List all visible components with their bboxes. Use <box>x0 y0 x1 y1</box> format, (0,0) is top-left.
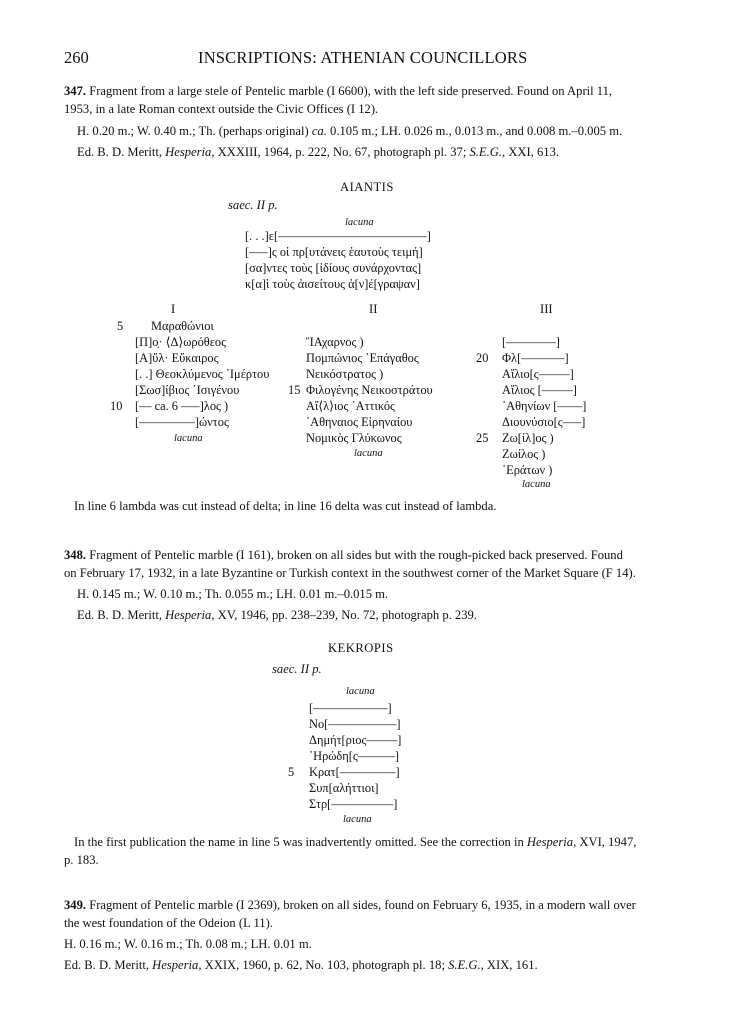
entry-349-description: 349. Fragment of Pentelic marble (I 2369), broken on all sides, found on February 6, 1935, in a modern wall over <box>64 898 636 912</box>
inscription-line: Κρατ[–––––––––] <box>309 765 400 779</box>
column-heading-ii: II <box>369 302 378 316</box>
lacuna-label: lacuna <box>345 217 374 228</box>
inscription-line: Ζωίλος ) <box>502 447 546 461</box>
column-heading-iii: III <box>540 302 553 316</box>
entry-348-dimensions: H. 0.145 m.; W. 0.10 m.; Th. 0.055 m.; LH. 0.01 m.–0.015 m. <box>77 587 389 601</box>
inscription-line: [–– ca. 6 –––]λος ) <box>135 399 229 413</box>
inscription-line: [Σωσ]ίβιος ᾿Ισιγένου <box>135 383 240 397</box>
inscription-line: Αἴ⟨λ⟩ιος ᾿Αττικός <box>306 399 395 413</box>
inscription-line: [––––––––––––] <box>309 701 392 715</box>
entry-348-note: In the first publication the name in line 5 was inadvertently omitted. See the correction in Hesperia, XVI, 1947, <box>74 835 637 849</box>
line-number: 20 <box>476 351 489 365</box>
entry-347-dimensions: H. 0.20 m.; W. 0.40 m.; Th. (perhaps original) ca. 0.105 m.; LH. 0.026 m., 0.013 m., and 0.008 m.–0.005 m. <box>77 124 623 138</box>
inscription-line: Πομπώνιος ᾿Επάγαθος <box>306 351 419 365</box>
lacuna-label: lacuna <box>522 479 551 490</box>
tribe-heading: AIANTIS <box>340 180 394 194</box>
kekropis-names <box>309 700 401 812</box>
inscription-line: [. . .]ε[––––––––––––––––––––––––] <box>245 229 431 243</box>
entry-348-note-cont: p. 183. <box>64 853 99 867</box>
column-heading-i: I <box>171 302 176 316</box>
entry-348-edition: Ed. B. D. Meritt, Hesperia, XV, 1946, pp. 238–239, No. 72, photograph p. 239. <box>77 608 477 622</box>
entry-349-edition: Ed. B. D. Meritt, Hesperia, XXIX, 1960, p. 62, No. 103, photograph pl. 18; S.E.G., XIX, 161. <box>64 958 538 972</box>
inscription-line: [–––]ς οἱ πρ[υτάνεις ἑαυτοὺς τειμή] <box>245 245 423 259</box>
entry-347-note: In line 6 lambda was cut instead of delta; in line 16 delta was cut instead of lambda. <box>74 499 497 513</box>
inscription-line: Μαραθώνιοι <box>151 319 214 333</box>
column-ii-names <box>306 334 433 446</box>
entry-number: 347. <box>64 84 87 98</box>
inscription-line: Ζω[ίλ]ος ) <box>502 431 554 445</box>
inscription-line: [–––––––––]ώντος <box>135 415 229 429</box>
inscription-line: [––––––––] <box>502 335 560 349</box>
inscription-line: Φιλογένης Νεικοστράτου <box>306 383 433 397</box>
line-number: 5 <box>288 765 295 779</box>
entry-348-description-cont: on February 17, 1932, in a late Byzantine or Turkish context in the southwest corner of the Market Square (F 14). <box>64 566 636 580</box>
lacuna-label: lacuna <box>174 433 203 444</box>
inscription-line: ἽΑχαρνος ) <box>306 335 364 349</box>
entry-347-description-cont: 1953, in a late Roman context outside the Civic Offices (I 12). <box>64 102 379 116</box>
inscription-line: ᾿Ηρώδη[ς––––––] <box>309 749 400 763</box>
line-number: 15 <box>288 383 301 397</box>
inscription-prescript <box>245 228 431 292</box>
column-i-names <box>135 318 269 430</box>
entry-349-dimensions: H. 0.16 m.; W. 0.16 m.; Th. 0.08 m.; LH. 0.01 m. <box>64 937 312 951</box>
inscription-line: Διουνύσιο[ς–––] <box>502 415 586 429</box>
inscription-line: ᾿Αθηνίων [––––] <box>502 399 587 413</box>
inscription-line: Νεικόστρατος ) <box>306 367 384 381</box>
inscription-line: ᾿Αθηναιος Εἰρηναίου <box>306 415 413 429</box>
lacuna-label: lacuna <box>354 448 383 459</box>
inscription-line: [Π]ο̣· ⟨Δ⟩ωρόθεος <box>135 335 227 349</box>
inscription-line: Αἴλιος [–––––] <box>502 383 577 397</box>
inscription-line: ᾿Εράτων ) <box>502 463 553 477</box>
entry-349-description-cont: the west foundation of the Odeion (L 11). <box>64 916 273 930</box>
inscription-line: Συπ[αλήττιοι] <box>309 781 379 795</box>
entry-347-description: 347. Fragment from a large stele of Pentelic marble (I 6600), with the left side preserved. Found on April 11, <box>64 84 613 98</box>
tribe-heading: KEKROPIS <box>328 641 394 655</box>
entry-number: 349. <box>64 898 87 912</box>
lacuna-label: lacuna <box>346 686 375 697</box>
inscription-line: Νο[–––––––––––] <box>309 717 401 731</box>
date-label: saec. II p. <box>228 198 278 212</box>
line-number: 25 <box>476 431 489 445</box>
inscription-line: Νομικὸς Γλύκωνος <box>306 431 402 445</box>
running-title: INSCRIPTIONS: ATHENIAN COUNCILLORS <box>198 48 528 67</box>
lacuna-label: lacuna <box>343 814 372 825</box>
column-iii-names <box>502 334 586 478</box>
inscription-line: [. .] Θεοκλύμενος ᾿Ιμέρτου <box>135 367 270 381</box>
inscription-line: Δημήτ[ριος–––––] <box>309 733 402 747</box>
page-number: 260 <box>64 48 89 67</box>
entry-348-description: 348. Fragment of Pentelic marble (I 161), broken on all sides but with the rough-picked back preserved. Found <box>64 548 623 562</box>
inscription-line: κ[α]ὶ τοὺς ἀισείτους ἀ[ν]έ[γραψαν] <box>245 277 420 291</box>
inscription-line: Στρ[––––––––––] <box>309 797 398 811</box>
line-number: 5 <box>117 319 124 333</box>
inscription-line: [σα]ντες τοὺς [ἰδίους συνάρχοντας] <box>245 261 422 275</box>
inscription-line: [Α]ὔλ· Εὔκαιρος <box>135 351 219 365</box>
entry-347-edition: Ed. B. D. Meritt, Hesperia, XXXIII, 1964, p. 222, No. 67, photograph pl. 37; S.E.G., XXI, 613. <box>77 145 560 159</box>
inscription-line: Φλ[–––––––] <box>502 351 569 365</box>
entry-number: 348. <box>64 548 87 562</box>
inscription-line: Αἴλιο[ς–––––] <box>502 367 574 381</box>
line-number: 10 <box>110 399 123 413</box>
date-label: saec. II p. <box>272 662 322 676</box>
